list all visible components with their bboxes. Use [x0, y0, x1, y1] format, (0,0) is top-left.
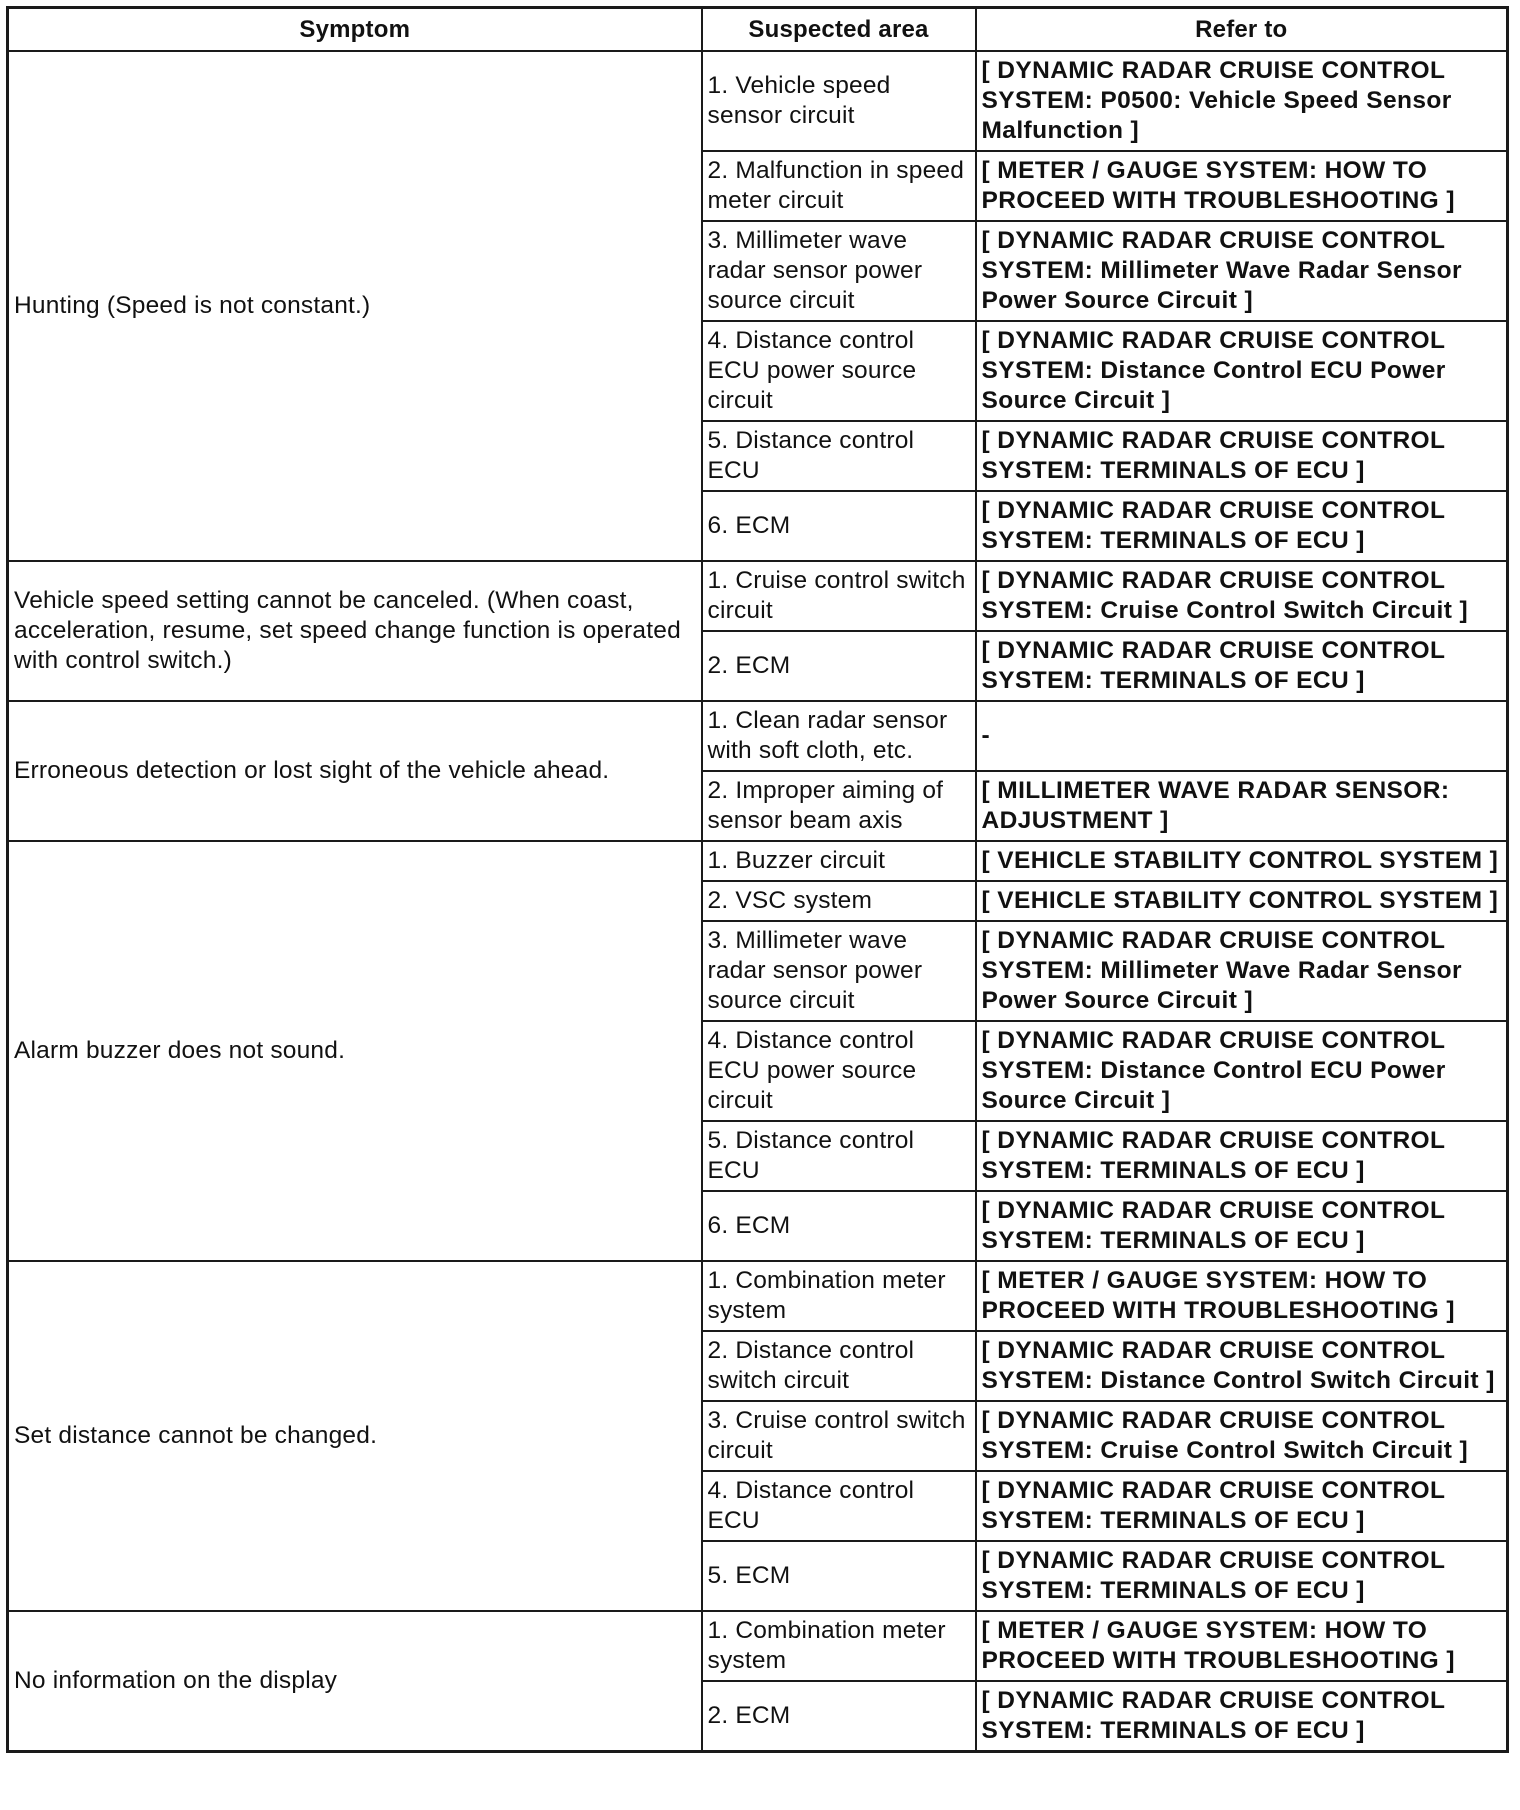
suspected-area-cell: 3. Millimeter wave radar sensor power source circuit: [702, 221, 976, 321]
refer-to-cell: [ DYNAMIC RADAR CRUISE CONTROL SYSTEM: Distance Control Switch Circuit ]: [976, 1331, 1508, 1401]
symptom-cell: Erroneous detection or lost sight of the vehicle ahead.: [8, 701, 702, 841]
refer-to-cell: [ VEHICLE STABILITY CONTROL SYSTEM ]: [976, 881, 1508, 921]
refer-to-cell: [ DYNAMIC RADAR CRUISE CONTROL SYSTEM: Cruise Control Switch Circuit ]: [976, 1401, 1508, 1471]
refer-to-cell: [ DYNAMIC RADAR CRUISE CONTROL SYSTEM: TERMINALS OF ECU ]: [976, 1681, 1508, 1752]
refer-to-cell: [ METER / GAUGE SYSTEM: HOW TO PROCEED WITH TROUBLESHOOTING ]: [976, 151, 1508, 221]
suspected-area-cell: 2. ECM: [702, 1681, 976, 1752]
refer-to-cell: [ DYNAMIC RADAR CRUISE CONTROL SYSTEM: P0500: Vehicle Speed Sensor Malfunction ]: [976, 51, 1508, 151]
symptom-cell: Vehicle speed setting cannot be canceled. (When coast, acceleration, resume, set speed change function is operated with control switch.): [8, 561, 702, 701]
suspected-area-cell: 5. ECM: [702, 1541, 976, 1611]
table-row: [8, 841, 1508, 881]
header-suspected-area: Suspected area: [702, 8, 976, 52]
suspected-area-cell: 2. VSC system: [702, 881, 976, 921]
table-row: [8, 701, 1508, 771]
refer-to-cell: [ DYNAMIC RADAR CRUISE CONTROL SYSTEM: TERMINALS OF ECU ]: [976, 421, 1508, 491]
troubleshooting-table: [6, 6, 1509, 1753]
refer-to-cell: [ VEHICLE STABILITY CONTROL SYSTEM ]: [976, 841, 1508, 881]
suspected-area-cell: 2. Improper aiming of sensor beam axis: [702, 771, 976, 841]
suspected-area-cell: 1. Clean radar sensor with soft cloth, etc.: [702, 701, 976, 771]
suspected-area-cell: 4. Distance control ECU power source circuit: [702, 321, 976, 421]
table-header-row: [8, 8, 1508, 52]
symptom-cell: Hunting (Speed is not constant.): [8, 51, 702, 561]
refer-to-cell: [ DYNAMIC RADAR CRUISE CONTROL SYSTEM: TERMINALS OF ECU ]: [976, 1121, 1508, 1191]
suspected-area-cell: 4. Distance control ECU power source circuit: [702, 1021, 976, 1121]
suspected-area-cell: 1. Buzzer circuit: [702, 841, 976, 881]
suspected-area-cell: 3. Millimeter wave radar sensor power source circuit: [702, 921, 976, 1021]
table-row: [8, 561, 1508, 631]
refer-to-cell: [ DYNAMIC RADAR CRUISE CONTROL SYSTEM: Distance Control ECU Power Source Circuit ]: [976, 1021, 1508, 1121]
suspected-area-cell: 4. Distance control ECU: [702, 1471, 976, 1541]
refer-to-cell: [ DYNAMIC RADAR CRUISE CONTROL SYSTEM: TERMINALS OF ECU ]: [976, 1541, 1508, 1611]
suspected-area-cell: 6. ECM: [702, 1191, 976, 1261]
suspected-area-cell: 5. Distance control ECU: [702, 421, 976, 491]
refer-to-cell: [ DYNAMIC RADAR CRUISE CONTROL SYSTEM: TERMINALS OF ECU ]: [976, 1471, 1508, 1541]
refer-to-cell: [ METER / GAUGE SYSTEM: HOW TO PROCEED WITH TROUBLESHOOTING ]: [976, 1261, 1508, 1331]
suspected-area-cell: 6. ECM: [702, 491, 976, 561]
suspected-area-cell: 1. Vehicle speed sensor circuit: [702, 51, 976, 151]
suspected-area-cell: 1. Cruise control switch circuit: [702, 561, 976, 631]
suspected-area-cell: 5. Distance control ECU: [702, 1121, 976, 1191]
table-row: [8, 1261, 1508, 1331]
symptom-cell: Set distance cannot be changed.: [8, 1261, 702, 1611]
refer-to-cell: [ DYNAMIC RADAR CRUISE CONTROL SYSTEM: Distance Control ECU Power Source Circuit ]: [976, 321, 1508, 421]
suspected-area-cell: 2. Distance control switch circuit: [702, 1331, 976, 1401]
page: [6, 6, 1509, 1753]
symptom-cell: Alarm buzzer does not sound.: [8, 841, 702, 1261]
refer-to-cell: [ DYNAMIC RADAR CRUISE CONTROL SYSTEM: Cruise Control Switch Circuit ]: [976, 561, 1508, 631]
refer-to-cell: [ DYNAMIC RADAR CRUISE CONTROL SYSTEM: TERMINALS OF ECU ]: [976, 631, 1508, 701]
refer-to-cell: [ METER / GAUGE SYSTEM: HOW TO PROCEED WITH TROUBLESHOOTING ]: [976, 1611, 1508, 1681]
refer-to-cell: [ DYNAMIC RADAR CRUISE CONTROL SYSTEM: TERMINALS OF ECU ]: [976, 1191, 1508, 1261]
refer-to-cell: [ MILLIMETER WAVE RADAR SENSOR: ADJUSTMENT ]: [976, 771, 1508, 841]
symptom-cell: No information on the display: [8, 1611, 702, 1752]
suspected-area-cell: 2. ECM: [702, 631, 976, 701]
header-symptom: Symptom: [8, 8, 702, 52]
suspected-area-cell: 3. Cruise control switch circuit: [702, 1401, 976, 1471]
header-refer-to: Refer to: [976, 8, 1508, 52]
table-row: [8, 51, 1508, 151]
suspected-area-cell: 2. Malfunction in speed meter circuit: [702, 151, 976, 221]
suspected-area-cell: 1. Combination meter system: [702, 1261, 976, 1331]
refer-to-cell: [ DYNAMIC RADAR CRUISE CONTROL SYSTEM: Millimeter Wave Radar Sensor Power Source Circuit ]: [976, 921, 1508, 1021]
refer-to-cell: -: [976, 701, 1508, 771]
suspected-area-cell: 1. Combination meter system: [702, 1611, 976, 1681]
refer-to-cell: [ DYNAMIC RADAR CRUISE CONTROL SYSTEM: TERMINALS OF ECU ]: [976, 491, 1508, 561]
table-row: [8, 1611, 1508, 1681]
refer-to-cell: [ DYNAMIC RADAR CRUISE CONTROL SYSTEM: Millimeter Wave Radar Sensor Power Source Circuit ]: [976, 221, 1508, 321]
